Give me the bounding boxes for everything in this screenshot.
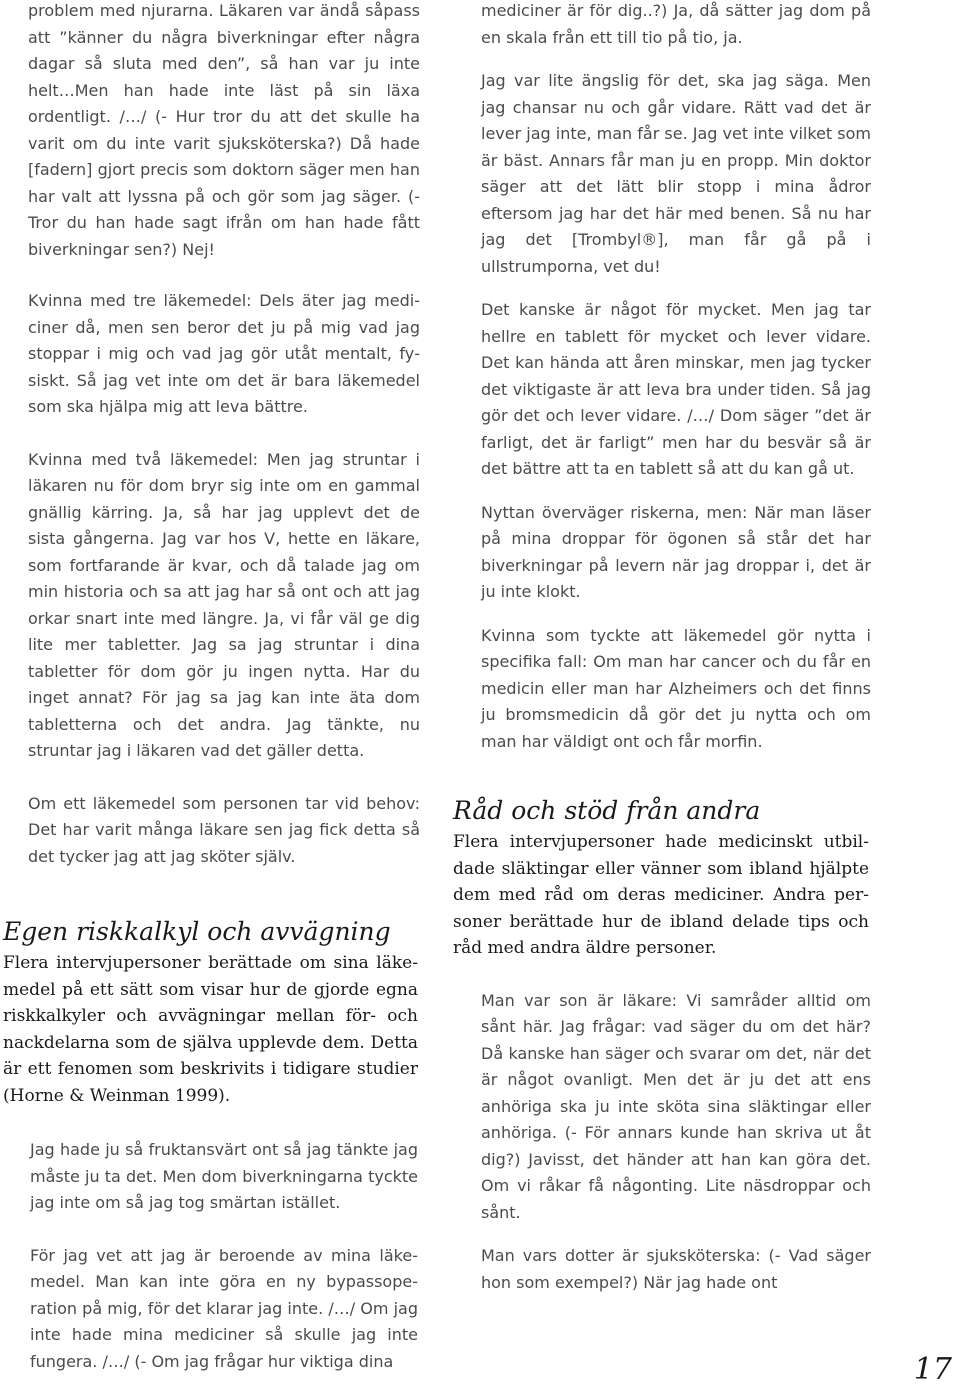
quote-text: problem med njurarna. Läkaren var ändå såpass att ”känner du några biverkningar efter några dagar så sluta med den”, så han var ju inte helt…Men han hade inte läst på sin läxa ordentligt. /…/ (- Hur tror du att det skulle ha varit om du inte varit sjuksköterska?) Då hade [fadern] gjort precis som doktorn säger men han har valt att lyssna på och gör som jag säger. (- Tror du han hade sagt ifrån om han hade fått biverkningar sen?) Nej!: [28, 1, 420, 259]
quote-block: [481, 68, 871, 280]
body-paragraph: Flera intervjupersoner hade medicinskt utbildade släktingar eller vänner som ibland hjälpte dem med råd om deras mediciner. Andra personer berättade hur de ibland delade tips och råd med andra äldre personer.: [453, 832, 869, 958]
quote-text: Kvinna som tyckte att läkemedel gör nytta i specifika fall: Om man har cancer och du får en medicin eller man har Alzheimers och det finns ju bromsmedicin då gör det ju nytta och om man har väldigt ont och får morfin.: [481, 625, 871, 751]
quote-text: Nyttan överväger riskerna, men: När man läser på mina droppar för ögonen så står det har biverkningar på levern när jag droppar i, det är ju inte klokt.: [481, 502, 871, 601]
quote-block: [481, 1243, 871, 1296]
quote-block: [481, 988, 871, 1227]
quote-block: [30, 1243, 418, 1376]
right-column: [452, 0, 960, 1296]
quote-text: För jag vet att jag är beroende av mina läkemedel. Man kan inte göra en ny bypassoperation på mig, för det klarar jag inte. /…/ Om jag inte hade mina mediciner så skulle jag inte fungera. /…/ (- Om jag frågar hur viktiga dina: [30, 1245, 418, 1371]
quote-block: [28, 447, 420, 765]
quote-text: Jag hade ju så fruktansvärt ont så jag tänkte jag måste ju ta det. Men dom biverkningarna tyckte jag inte om så jag tog smärtan istället.: [30, 1140, 418, 1212]
quote-text: Man vars dotter är sjuksköterska: (- Vad säger hon som exempel?) När jag hade ont: [481, 1246, 871, 1292]
left-column: [0, 0, 440, 1375]
quote-text: mediciner är för dig..?) Ja, då sätter jag dom på en skala från ett till tio på tio, ja.: [481, 1, 871, 47]
quote-text: Jag var lite ängslig för det, ska jag säga. Men jag chansar nu och går vidare. Rätt vad det är lever jag inte, man får se. Jag vet inte vilket som är bäst. Annars får man ju en propp. Min doktor säger att det lätt blir stopp i mina ådror eftersom jag har det här med benen. Så nu har jag det [Trombyl®], man får gå på i ullstrumporna, vet du!: [481, 71, 871, 276]
quote-block: [481, 297, 871, 483]
quote-text: Kvinna med två läkemedel: Men jag struntar i läkaren nu för dom bryr sig inte om en gammal gnällig kärring. Ja, så har jag upplevt det de sista gångerna. Jag var hos V, hette en läkare, som fortfarande är kvar, och då talade jag om min historia och sa att jag har så ont och att jag orkar snart inte med längre. Ja, vi får väl ge dig lite mer tabletter. Jag sa jag struntar i dina tabletter för dom gör ju ingen nytta. Har du inget annat? För jag sa jag kan inte äta dom tabletterna och det andra. Jag tänkte, nu struntar jag i läkaren vad det gäller detta.: [28, 449, 420, 760]
quote-text: Om ett läkemedel som personen tar vid behov: Det har varit många läkare sen jag fick detta så det tycker jag att jag sköter själv.: [28, 793, 420, 866]
section-heading: Egen riskkalkyl och avvägning: [3, 917, 391, 946]
quote-block: [481, 0, 871, 51]
quote-block: [28, 791, 420, 871]
quote-block: [28, 288, 420, 421]
section-heading: Råd och stöd från andra: [453, 796, 761, 825]
quote-text: Det kanske är något för mycket. Men jag tar hellre en tablett för mycket och lever vidare. Det kan hända att åren minskar, men jag tycker det viktigaste är att leva bra under tiden. Så jag gör det och lever vidare. /…/ Dom säger ”det är farligt, det är farligt” men har du besvär så är det bättre att ta en tablett så att du kan gå ut.: [481, 300, 871, 478]
page-number: 17: [913, 1352, 952, 1387]
quote-block: [28, 0, 420, 263]
section-rad-och-stod: [453, 795, 869, 962]
quote-text: Man var son är läkare: Vi samråder alltid om sånt här. Jag frågar: vad säger du om det här? Då kanske han säger och svarar om det, när det är något ovanligt. Men det är ju det att ens anhöriga ska ju inte sköta sina släktingar eller anhöriga. (- För annars kunde han skriva ut åt dig?) Javisst, det händer att han kan göra det. Om vi råkar få någonting. Lite näsdroppar och sånt.: [481, 990, 871, 1222]
quote-block: [481, 623, 871, 756]
quote-block: [30, 1137, 418, 1217]
quote-text: Kvinna med tre läkemedel: Dels äter jag mediciner då, men sen beror det ju på mig vad jag stoppar i mig och vad jag gör utåt mentalt, fysiskt. Så jag vet inte om det är bara läkemedel som ska hjälpa mig att leva bättre.: [28, 291, 420, 416]
section-egen-riskkalkyl: [3, 916, 418, 1109]
body-paragraph: Flera intervjupersoner berättade om sina läkemedel på ett sätt som visar hur de gjorde egna riskkalkyler och avvägningar mellan för- och nackdelarna som de själva upplevde dem. Detta är ett fenomen som beskrivits i tidigare studier (Horne & Weinman 1999).: [3, 953, 418, 1106]
quote-block: [481, 500, 871, 606]
